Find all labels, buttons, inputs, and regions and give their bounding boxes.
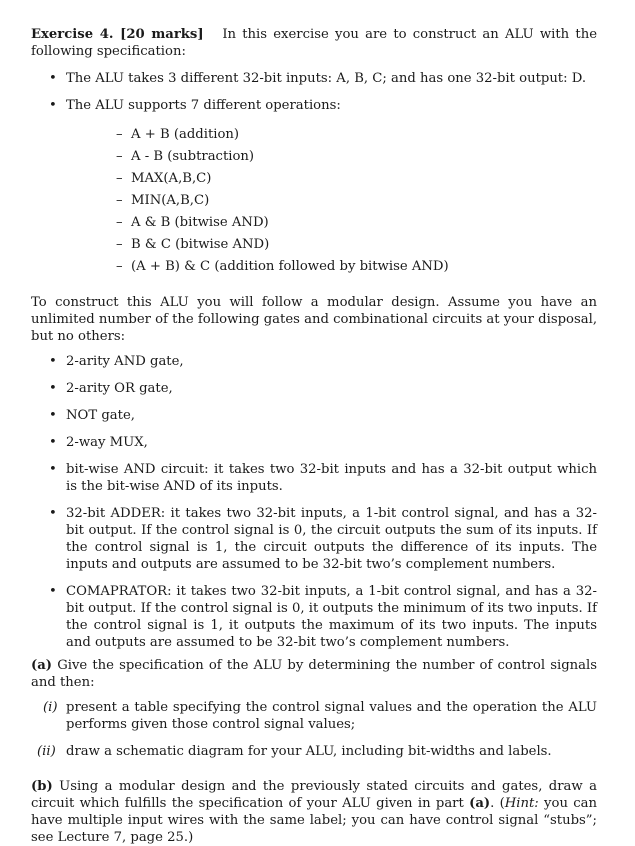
component-item: • 2-way MUX, (49, 435, 148, 450)
sub-text: draw a schematic diagram for your ALU, including bit-widths and labels. (66, 744, 552, 759)
sub-text: present a table specifying the control signal values and the operation the ALU performs given those control signal values; (66, 700, 597, 732)
operation-item: – A + B (addition) (116, 127, 240, 142)
spec-item: • The ALU takes 3 different 32-bit inputs: A, B, C; and has one 32-bit output: D. (49, 71, 587, 86)
operation-item: – B & C (bitwise AND) (116, 237, 270, 252)
operations-list (66, 126, 597, 280)
part-a (31, 657, 597, 691)
spec-item: • The ALU supports 7 different operations: – A + B (addition) – A - B (subtraction) – MAX(A,B,C) – MIN(A,B,C) – A & B (bitwise AND) – B & C (bitwise AND) – (A + B) & C (addition followed by bitwise AND) (31, 97, 597, 280)
component-item: • 2-arity OR gate, (49, 381, 173, 396)
operation-item: – (A + B) & C (addition followed by bitwise AND) (116, 259, 449, 274)
exercise-page (31, 26, 597, 846)
exercise-intro-text: In this exercise you are to construct an ALU with the following specification: (31, 27, 598, 59)
part-a-label: (a) (31, 658, 53, 673)
part-b-label: (b) (31, 779, 53, 794)
operation-item: – A - B (subtraction) (116, 149, 255, 164)
component-item: • 32-bit ADDER: it takes two 32-bit inputs, a 1-bit control signal, and has a 32-bit output. If the control signal is 0, the circuit outputs the sum of its inputs. If the control signal is 1, the circuit outputs the difference of its inputs. The inputs and outputs are assumed to be 32-bit two’s complement numbers. (49, 506, 597, 572)
hint-label: Hint: (504, 796, 539, 811)
exercise-intro (31, 26, 597, 60)
component-item: • 2-arity AND gate, (49, 354, 184, 369)
operation-item: – A & B (bitwise AND) (116, 215, 269, 230)
component-item: • COMAPRATOR: it takes two 32-bit inputs, a 1-bit control signal, and has a 32-bit output. If the control signal is 0, it outputs the minimum of its two inputs. If the control signal is 1, it outputs the maximum of its two inputs. The inputs and outputs are assumed to be 32-bit two’s complement numbers. (49, 584, 597, 650)
sub-number: (i) (43, 700, 58, 715)
part-a-text: Give the specification of the ALU by determining the number of control signals and then: (31, 658, 597, 690)
spec-list (31, 70, 597, 280)
construct-paragraph: To construct this ALU you will follow a modular design. Assume you have an unlimited number of the following gates and combinational circuits at your disposal, but no others: (31, 295, 598, 344)
exercise-heading: Exercise 4. [20 marks] (31, 27, 204, 42)
part-ref: (a) (469, 796, 491, 811)
part-b: (b) Using a modular design and the previously stated circuits and gates, draw a circuit which fulfills the specification of your ALU given in part (a). (Hint: you can have multiple input wires with the same label; you can have control signal “stubs”; see Lecture 7, page 25.) (31, 779, 597, 845)
operation-item: – MAX(A,B,C) (116, 171, 212, 186)
operation-item: – MIN(A,B,C) (116, 193, 210, 208)
sub-number: (ii) (37, 744, 56, 759)
component-item: • bit-wise AND circuit: it takes two 32-bit inputs and has a 32-bit output which is the bit-wise AND of its inputs. (49, 462, 597, 494)
components-list (31, 353, 597, 651)
component-item: • NOT gate, (49, 408, 135, 423)
part-a-sub-i (31, 699, 597, 733)
part-a-sub-ii (31, 743, 597, 760)
